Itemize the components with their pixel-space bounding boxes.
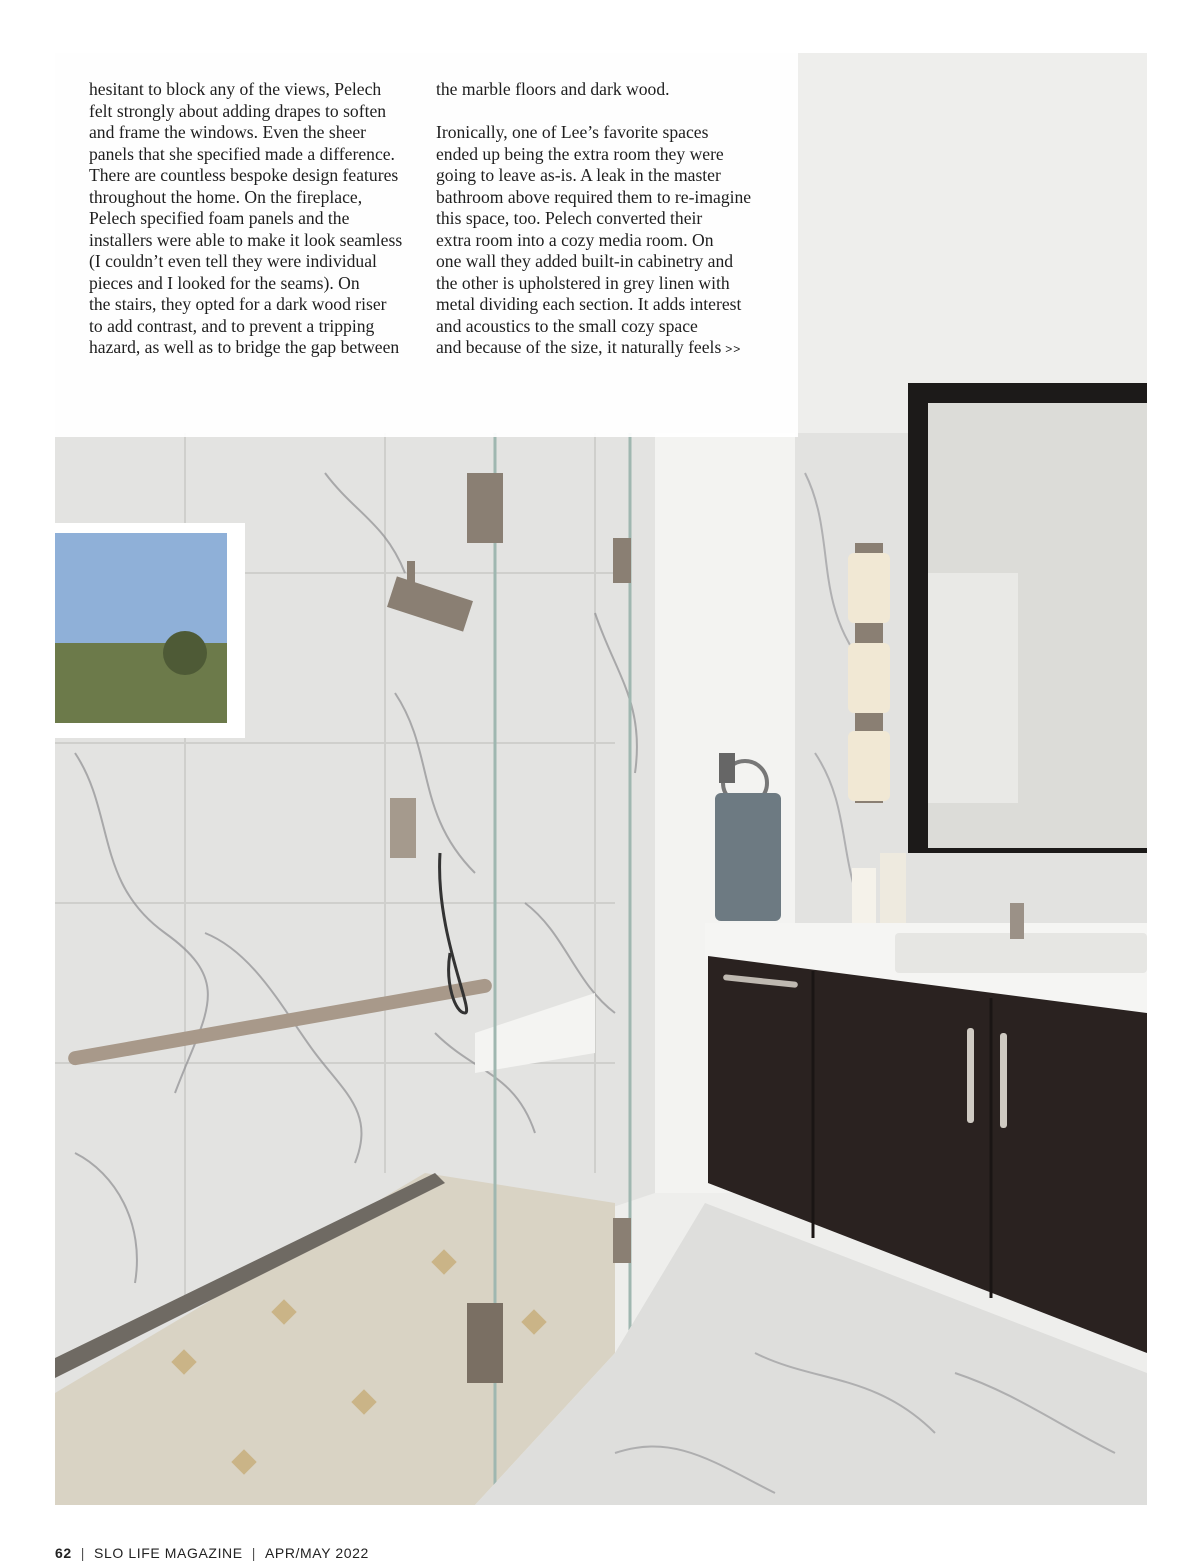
page-number: 62 xyxy=(55,1545,72,1561)
col1-line: hazard, as well as to bridge the gap between xyxy=(89,337,400,357)
footer-separator: | xyxy=(80,1545,86,1561)
col2-line: the other is upholstered in grey linen with xyxy=(436,272,730,293)
col2-line: one wall they added built-in cabinetry and xyxy=(436,251,734,271)
col2-paragraph-1: the marble floors and dark wood. xyxy=(436,79,670,99)
continued-marker[interactable]: >> xyxy=(725,342,742,356)
col1-line: to add contrast, and to prevent a tripping xyxy=(89,315,375,336)
col2-line: this space, too. Pelech converted their xyxy=(436,208,703,228)
col1-line: (I couldn’t even tell they were individual xyxy=(89,251,377,271)
issue-date: APR/MAY 2022 xyxy=(264,1545,369,1561)
col2-line: ended up being the extra room they were xyxy=(436,143,724,164)
col1-line: pieces and I looked for the seams). On xyxy=(89,272,360,293)
publication-name: SLO LIFE MAGAZINE xyxy=(94,1545,243,1561)
col2-line: Ironically, one of Lee’s favorite spaces xyxy=(436,122,709,142)
col2-line: and acoustics to the small cozy space xyxy=(436,315,698,336)
col1-line: the stairs, they opted for a dark wood riser xyxy=(89,294,387,314)
footer-separator: | xyxy=(251,1545,256,1561)
col2-line: going to leave as-is. A leak in the master xyxy=(436,165,721,185)
col2-line: and because of the size, it naturally feels xyxy=(436,337,722,357)
page-footer xyxy=(55,1545,369,1561)
col2-line: extra room into a cozy media room. On xyxy=(436,229,714,250)
col1-line: and frame the windows. Even the sheer xyxy=(89,122,367,142)
col1-line: felt strongly about adding drapes to soften xyxy=(89,100,387,121)
paragraph-gap xyxy=(436,101,776,123)
article-text-panel xyxy=(55,53,798,437)
col1-line: throughout the home. On the fireplace, xyxy=(89,186,363,207)
col2-line: metal dividing each section. It adds interest xyxy=(436,294,742,314)
col2-line: bathroom above required them to re-imagine xyxy=(436,186,752,207)
col1-line: Pelech specified foam panels and the xyxy=(89,208,350,228)
article-column-1 xyxy=(89,79,425,359)
article-column-2 xyxy=(436,79,776,361)
col1-line: installers were able to make it look seamless xyxy=(89,229,403,250)
col1-line: hesitant to block any of the views, Pelech xyxy=(89,79,382,99)
col1-line: There are countless bespoke design features xyxy=(89,165,399,185)
col1-line: panels that she specified made a difference. xyxy=(89,143,395,164)
col2-last-line xyxy=(436,337,776,361)
